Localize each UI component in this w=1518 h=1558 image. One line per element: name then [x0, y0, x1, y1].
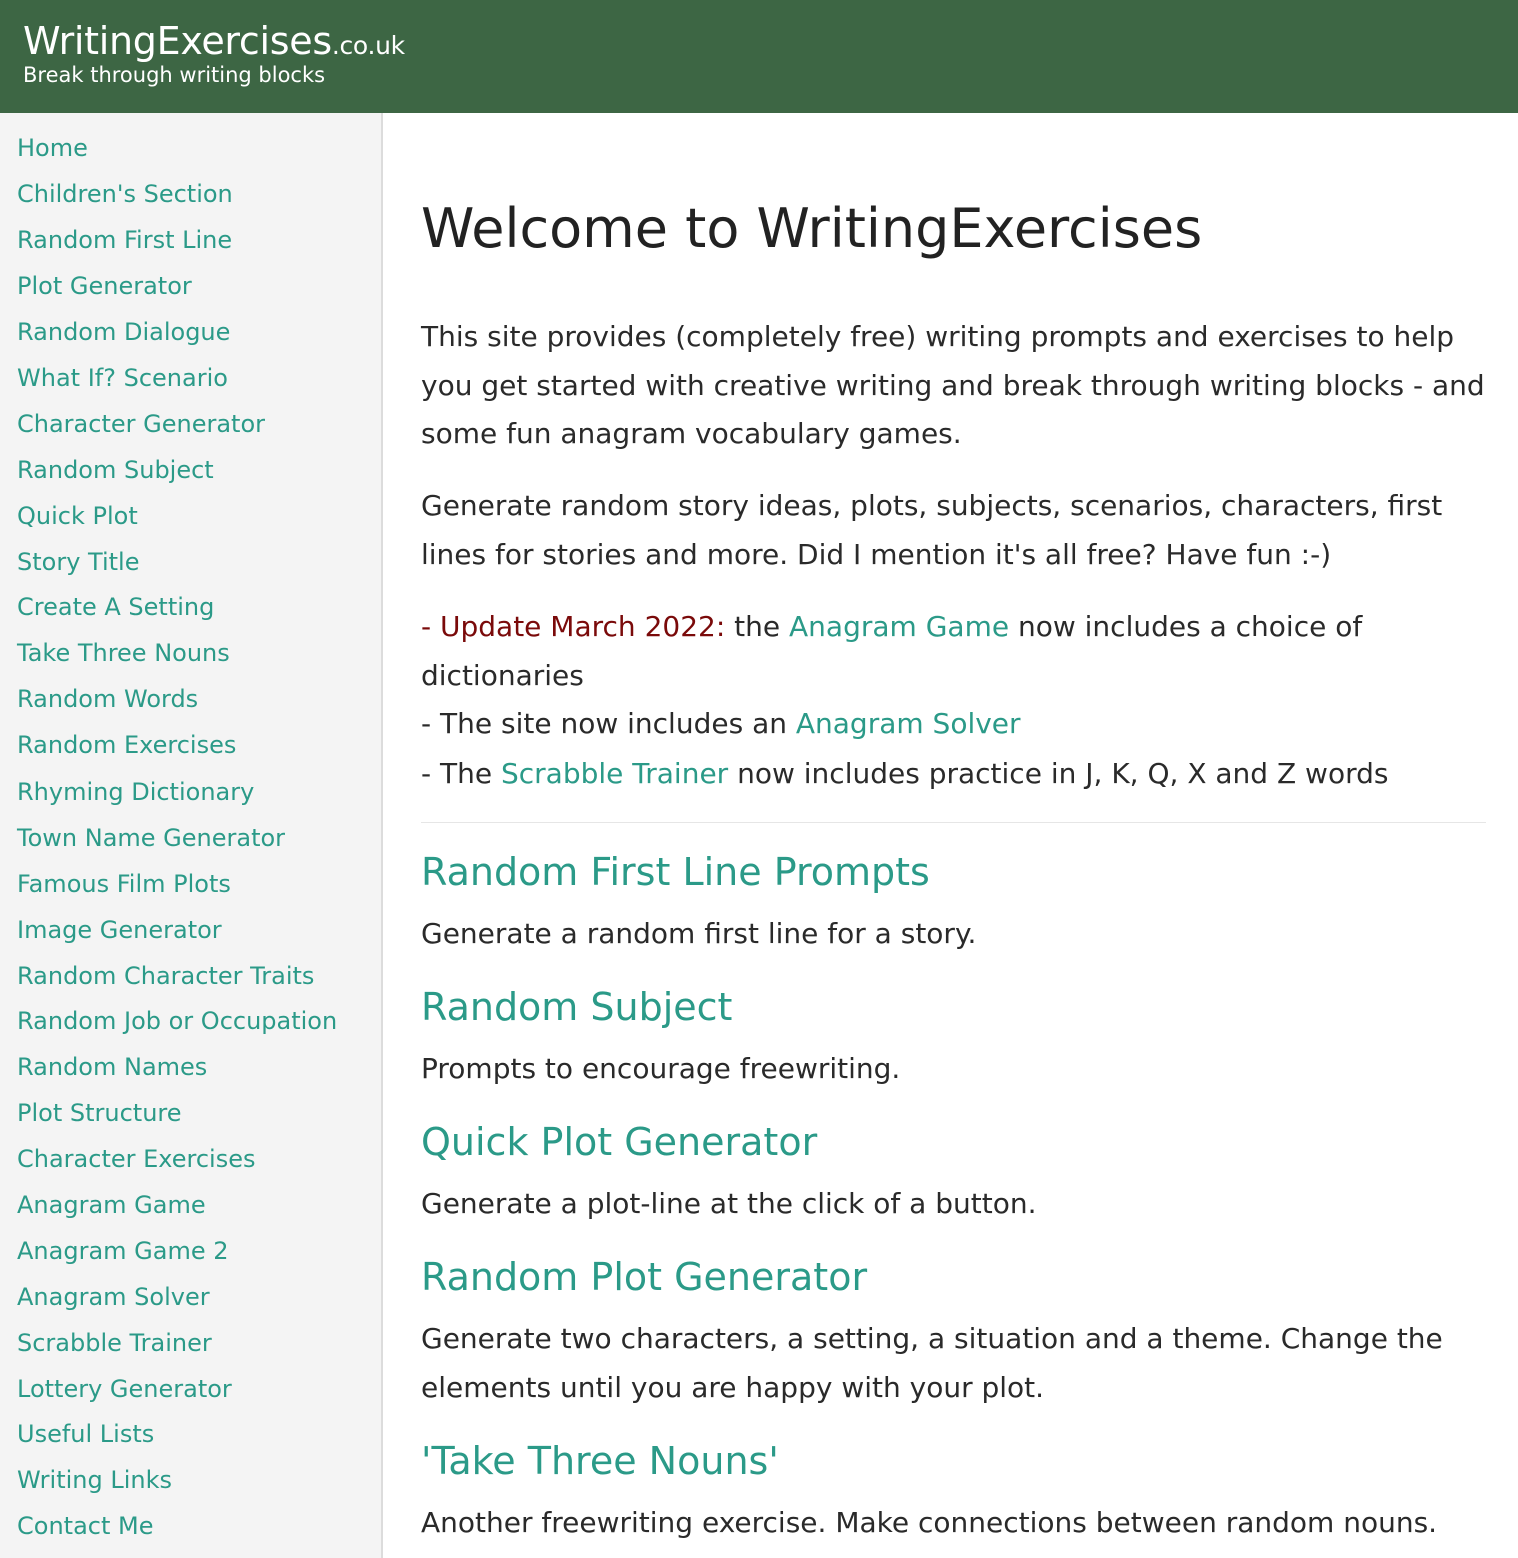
sidebar-item-random-names[interactable]: Random Names [17, 1053, 208, 1081]
sidebar-item-town-name-generator[interactable]: Town Name Generator [17, 824, 286, 852]
sidebar-item-useful-lists[interactable]: Useful Lists [17, 1420, 155, 1448]
section-desc: Prompts to encourage freewriting. [421, 1052, 901, 1085]
sidebar-item-random-subject[interactable]: Random Subject [17, 456, 214, 484]
sidebar-nav [0, 113, 383, 1558]
sidebar-item-character-exercises[interactable]: Character Exercises [17, 1145, 256, 1173]
intro-paragraph: This site provides (completely free) writing prompts and exercises to help you get started with creative writing and break through writing blocks - and some fun anagram vocabulary games. [421, 320, 1485, 450]
update-line-2 [421, 704, 1021, 744]
anagram-solver-link[interactable]: Anagram Solver [795, 707, 1021, 740]
section-title-random-first-line-prompts[interactable]: Random First Line Prompts [421, 850, 930, 894]
page-title: Welcome to WritingExercises [421, 197, 1203, 260]
update-line-3 [421, 754, 1388, 794]
sidebar-item-anagram-game-2[interactable]: Anagram Game 2 [17, 1237, 229, 1265]
update-text: now includes practice in J, K, Q, X and Z words [728, 757, 1389, 790]
sidebar-item-childrens-section[interactable]: Children's Section [17, 180, 233, 208]
sidebar-item-create-a-setting[interactable]: Create A Setting [17, 593, 215, 621]
sidebar-item-random-first-line[interactable]: Random First Line [17, 226, 233, 254]
update-text: now includes a choice of [1009, 610, 1363, 643]
sidebar-item-take-three-nouns[interactable]: Take Three Nouns [17, 639, 230, 667]
sidebar-item-quick-plot[interactable]: Quick Plot [17, 502, 138, 530]
section-title-take-three-nouns[interactable]: 'Take Three Nouns' [421, 1439, 779, 1483]
sidebar-item-anagram-game[interactable]: Anagram Game [17, 1191, 206, 1219]
main-content [383, 113, 1518, 1558]
intro-paragraph-2: Generate random story ideas, plots, subjects, scenarios, characters, first lines for stories and more. Did I mention it's all free? Have fun :-) [421, 489, 1443, 571]
sidebar-item-random-words[interactable]: Random Words [17, 685, 199, 713]
sidebar-item-famous-film-plots[interactable]: Famous Film Plots [17, 870, 231, 898]
sidebar-item-character-generator[interactable]: Character Generator [17, 410, 265, 438]
sidebar-item-random-character-traits[interactable]: Random Character Traits [17, 962, 315, 990]
update-line-1 [421, 607, 1362, 647]
sidebar-item-home[interactable]: Home [17, 134, 88, 162]
section-desc: Generate two characters, a setting, a situation and a theme. Change the elements until you are happy with your plot. [421, 1322, 1443, 1404]
update-text: - The site now includes an [421, 707, 796, 740]
section-title-random-subject[interactable]: Random Subject [421, 985, 733, 1029]
site-tagline: Break through writing blocks [23, 63, 326, 87]
scrabble-trainer-link[interactable]: Scrabble Trainer [500, 757, 729, 790]
sidebar-item-lottery-generator[interactable]: Lottery Generator [17, 1375, 232, 1403]
section-title-random-plot-generator[interactable]: Random Plot Generator [421, 1255, 868, 1299]
sidebar-item-anagram-solver[interactable]: Anagram Solver [17, 1283, 210, 1311]
sidebar-item-plot-structure[interactable]: Plot Structure [17, 1099, 182, 1127]
update-text: the [725, 610, 790, 643]
site-header [0, 0, 1518, 113]
sidebar-item-random-job-or-occupation[interactable]: Random Job or Occupation [17, 1007, 338, 1035]
sidebar-item-random-exercises[interactable]: Random Exercises [17, 731, 237, 759]
sidebar-item-image-generator[interactable]: Image Generator [17, 916, 222, 944]
brand-name: WritingExercises [23, 19, 332, 63]
update-line-1-cont: dictionaries [421, 659, 584, 692]
section-desc: Generate a random first line for a story. [421, 917, 977, 950]
section-divider [421, 822, 1486, 823]
section-title-quick-plot-generator[interactable]: Quick Plot Generator [421, 1120, 818, 1164]
brand-tld: .co.uk [331, 31, 405, 60]
sidebar-item-scrabble-trainer[interactable]: Scrabble Trainer [17, 1329, 212, 1357]
sidebar-item-writing-links[interactable]: Writing Links [17, 1466, 172, 1494]
section-desc: Another freewriting exercise. Make connections between random nouns. [421, 1506, 1438, 1539]
sidebar-item-contact-me[interactable]: Contact Me [17, 1512, 154, 1540]
sidebar-item-story-title[interactable]: Story Title [17, 548, 140, 576]
sidebar-item-random-dialogue[interactable]: Random Dialogue [17, 318, 231, 346]
update-text: - The [421, 757, 501, 790]
sidebar-item-rhyming-dictionary[interactable]: Rhyming Dictionary [17, 778, 255, 806]
sidebar-item-plot-generator[interactable]: Plot Generator [17, 272, 192, 300]
anagram-game-link[interactable]: Anagram Game [789, 610, 1010, 643]
sidebar-item-what-if-scenario[interactable]: What If? Scenario [17, 364, 228, 392]
section-desc: Generate a plot-line at the click of a button. [421, 1187, 1037, 1220]
update-date-label: - Update March 2022: [421, 610, 726, 643]
